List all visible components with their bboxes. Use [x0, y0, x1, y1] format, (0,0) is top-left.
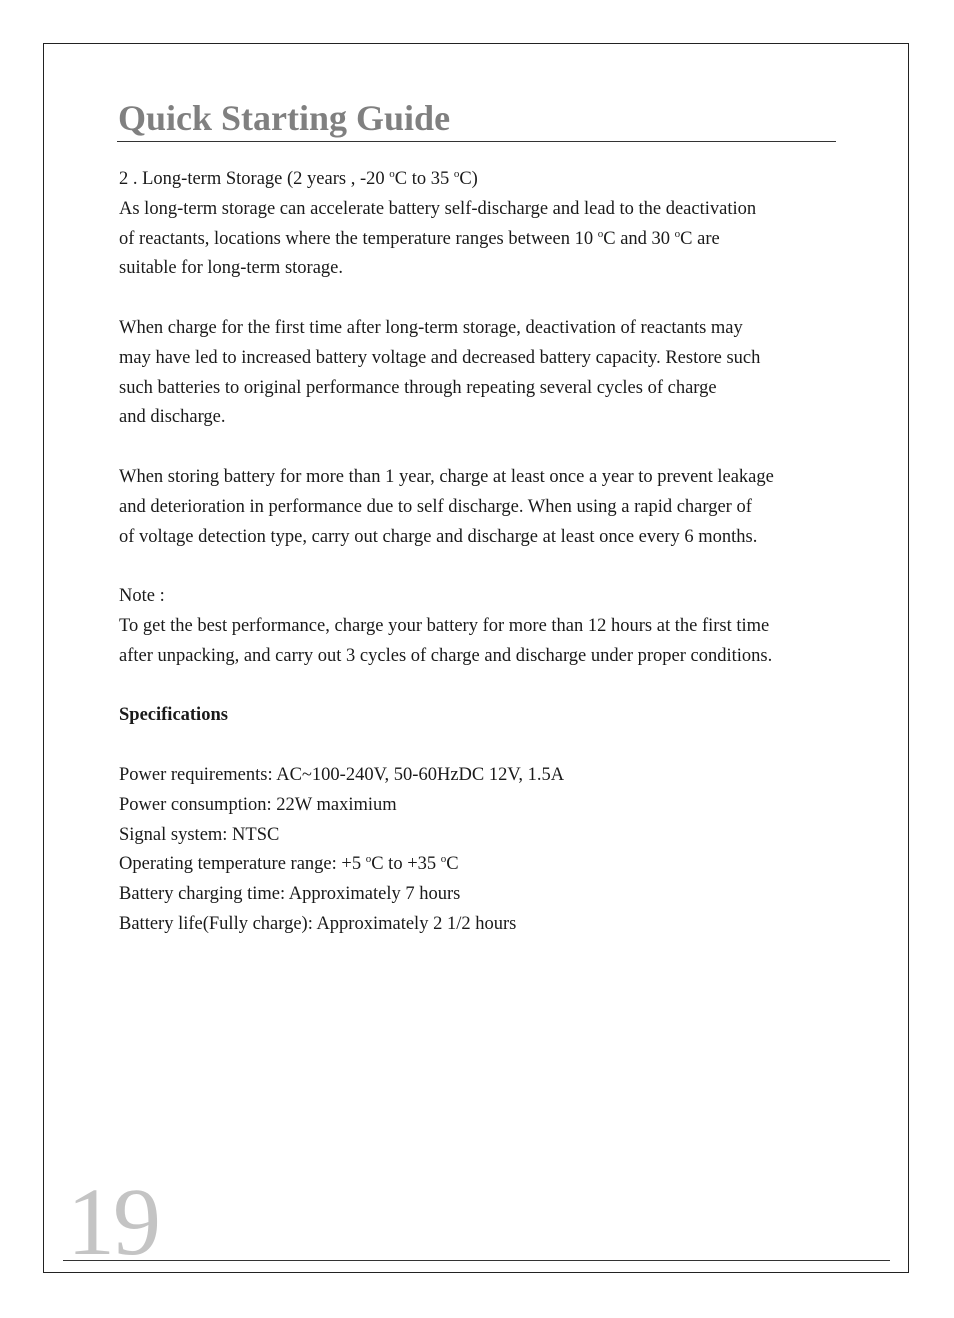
storing-paragraph-line: When storing battery for more than 1 year, charge at least once a year to prevent leakage: [119, 466, 774, 487]
first-charge-paragraph-line: When charge for the first time after long-term storage, deactivation of reactants may: [119, 317, 743, 338]
note-line: To get the best performance, charge your battery for more than 12 hours at the first time: [119, 615, 770, 636]
storage-paragraph-line: suitable for long-term storage.: [119, 258, 343, 279]
note-line: after unpacking, and carry out 3 cycles of charge and discharge under proper conditions.: [119, 645, 773, 666]
degree-mark: o: [453, 168, 460, 180]
degree-mark: o: [597, 227, 604, 240]
paragraph-spacer: [119, 552, 879, 582]
title-divider: [117, 141, 836, 142]
specifications-heading: Specifications: [119, 705, 228, 726]
first-charge-paragraph-line: and discharge.: [119, 407, 226, 428]
paragraph-spacer: [119, 284, 879, 314]
spec-charging-time: Battery charging time: Approximately 7 hours: [119, 884, 461, 905]
storage-paragraph-line: of reactants, locations where the temperature ranges between 10 $^o$C and 30 $^o$C are: [119, 227, 720, 249]
storage-paragraph-line: As long-term storage can accelerate battery self-discharge and lead to the deactivation: [119, 198, 757, 219]
spec-operating-temperature: Operating temperature range: +5 $^o$C to +35 $^o$C: [119, 853, 459, 875]
degree-mark: o: [440, 853, 447, 866]
spec-power-consumption: Power consumption: 22W maximium: [119, 794, 397, 815]
paragraph-spacer: [119, 672, 879, 702]
spec-battery-life: Battery life(Fully charge): Approximately 2 1/2 hours: [119, 913, 517, 934]
footer-divider: [63, 1260, 890, 1261]
spec-signal-system: Signal system: NTSC: [119, 824, 280, 845]
note-label: Note :: [119, 586, 165, 607]
page-title: Quick Starting Guide: [118, 98, 451, 138]
storing-paragraph-line: of voltage detection type, carry out charge and discharge at least once every 6 months.: [119, 526, 758, 547]
degree-mark: o: [674, 227, 681, 240]
first-charge-paragraph-line: such batteries to original performance through repeating several cycles of charge: [119, 377, 717, 398]
storing-paragraph-line: and deterioration in performance due to self discharge. When using a rapid charger of: [119, 496, 752, 517]
page-number: 19: [67, 1168, 159, 1275]
page-content: [119, 165, 879, 940]
first-charge-paragraph-line: may have led to increased battery voltage and decreased battery capacity. Restore such: [119, 347, 761, 368]
storage-heading: 2 . Long-term Storage (2 years , -20 $^o$C to 35 $^o$C): [119, 168, 478, 189]
spec-power-requirements: Power requirements: AC~100-240V, 50-60HzDC 12V, 1.5A: [119, 764, 565, 785]
paragraph-spacer: [119, 731, 879, 761]
paragraph-spacer: [119, 433, 879, 463]
degree-mark: o: [389, 168, 395, 180]
degree-mark: o: [365, 853, 372, 866]
